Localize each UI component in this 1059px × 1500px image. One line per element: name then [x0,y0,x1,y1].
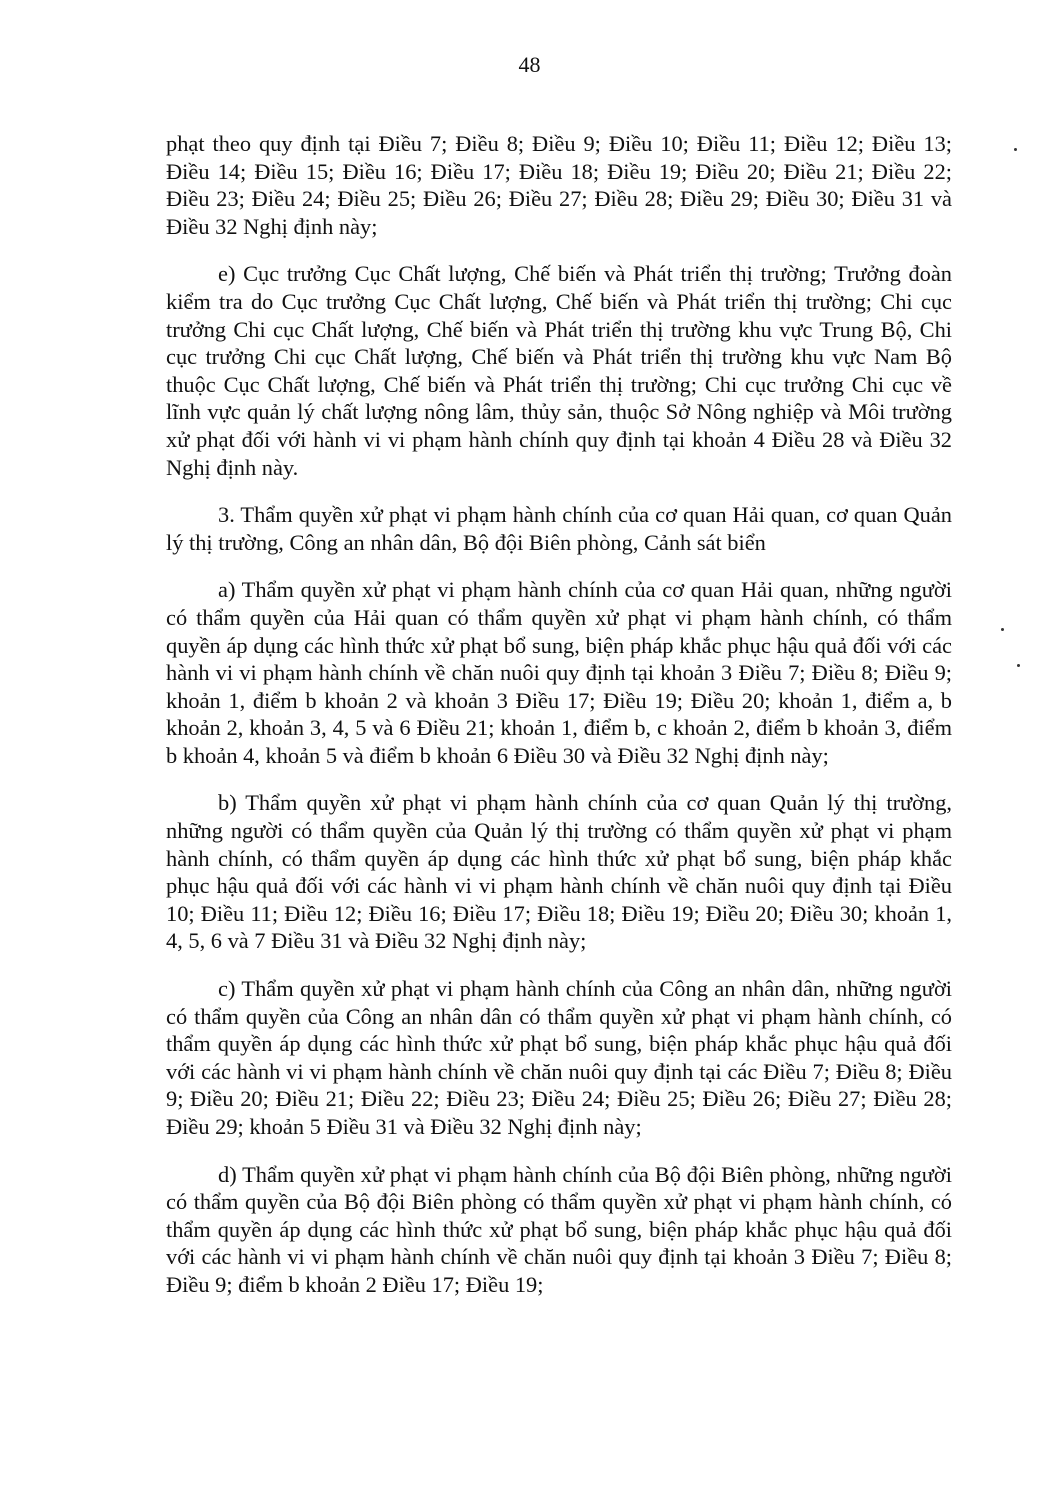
paragraph-item-d: d) Thẩm quyền xử phạt vi phạm hành chính của Bộ đội Biên phòng, những người có thẩm quyền của Bộ đội Biên phòng có thẩm quyền xử phạt vi phạm hành chính, có thẩm quyền áp dụng các hình thức xử phạt bổ sung, biện pháp khắc phục hậu quả đối với các hành vi vi phạm hành chính về chăn nuôi quy định tại khoản 3 Điều 7; Điều 8; Điều 9; điểm b khoản 2 Điều 17; Điều 19; [166,1161,952,1297]
scan-speck [1001,628,1004,631]
scan-speck [1014,148,1017,151]
paragraph-item-a: a) Thẩm quyền xử phạt vi phạm hành chính của cơ quan Hải quan, những người có thẩm quyền của Hải quan có thẩm quyền xử phạt vi phạm hành chính, có thẩm quyền áp dụng các hình thức xử phạt bổ sung, biện pháp khắc phục hậu quả đối với các hành vi vi phạm hành chính về chăn nuôi quy định tại khoản 3 Điều 7; Điều 8; Điều 9; khoản 1, điểm b khoản 2 và khoản 3 Điều 17; Điều 19; Điều 20; khoản 1, điểm a, b khoản 2, khoản 3, 4, 5 và 6 Điều 21; khoản 1, điểm b, c khoản 2, điểm b khoản 3, điểm b khoản 4, khoản 5 và điểm b khoản 6 Điều 30 và Điều 32 Nghị định này; [166,577,952,768]
page-number: 48 [518,52,541,77]
paragraph-section-3: 3. Thẩm quyền xử phạt vi phạm hành chính của cơ quan Hải quan, cơ quan Quản lý thị trường, Công an nhân dân, Bộ đội Biên phòng, Cảnh sát biển [166,502,952,555]
paragraph-continuation: phạt theo quy định tại Điều 7; Điều 8; Điều 9; Điều 10; Điều 11; Điều 12; Điều 13; Điều 14; Điều 15; Điều 16; Điều 17; Điều 18; Điều 19; Điều 20; Điều 21; Điều 22; Điều 23; Điều 24; Điều 25; Điều 26; Điều 27; Điều 28; Điều 29; Điều 30; Điều 31 và Điều 32 Nghị định này; [166,131,952,239]
scan-speck [1017,664,1020,667]
paragraph-item-c: c) Thẩm quyền xử phạt vi phạm hành chính của Công an nhân dân, những người có thẩm quyền của Công an nhân dân có thẩm quyền xử phạt vi phạm hành chính, có thẩm quyền áp dụng các hình thức xử phạt bổ sung, biện pháp khắc phục hậu quả đối với các hành vi vi phạm hành chính về chăn nuôi quy định tại các Điều 7; Điều 8; Điều 9; Điều 20; Điều 21; Điều 22; Điều 23; Điều 24; Điều 25; Điều 26; Điều 27; Điều 28; Điều 29; khoản 5 Điều 31 và Điều 32 Nghị định này; [166,976,952,1139]
paragraph-item-b: b) Thẩm quyền xử phạt vi phạm hành chính của cơ quan Quản lý thị trường, những người có thẩm quyền của Quản lý thị trường có thẩm quyền xử phạt vi phạm hành chính, có thẩm quyền áp dụng các hình thức xử phạt bổ sung, biện pháp khắc phục hậu quả đối với các hành vi vi phạm hành chính về chăn nuôi quy định tại Điều 10; Điều 11; Điều 12; Điều 16; Điều 17; Điều 18; Điều 19; Điều 20; Điều 30; khoản 1, 4, 5, 6 và 7 Điều 31 và Điều 32 Nghị định này; [166,790,952,954]
paragraph-item-e: e) Cục trưởng Cục Chất lượng, Chế biến và Phát triển thị trường; Trưởng đoàn kiểm tra do Cục trưởng Cục Chất lượng, Chế biến và Phát triển thị trường; Chi cục trưởng Chi cục Chất lượng, Chế biến và Phát triển thị trường khu vực Trung Bộ, Chi cục trưởng Chi cục Chất lượng, Chế biến và Phát triển thị trường khu vực Nam Bộ thuộc Cục Chất lượng, Chế biến và Phát triển thị trường; Chi cục trưởng Chi cục về lĩnh vực quản lý chất lượng nông lâm, thủy sản, thuộc Sở Nông nghiệp và Môi trường xử phạt đối với hành vi vi phạm hành chính quy định tại khoản 4 Điều 28 và Điều 32 Nghị định này. [166,261,952,480]
document-body [166,130,952,1299]
